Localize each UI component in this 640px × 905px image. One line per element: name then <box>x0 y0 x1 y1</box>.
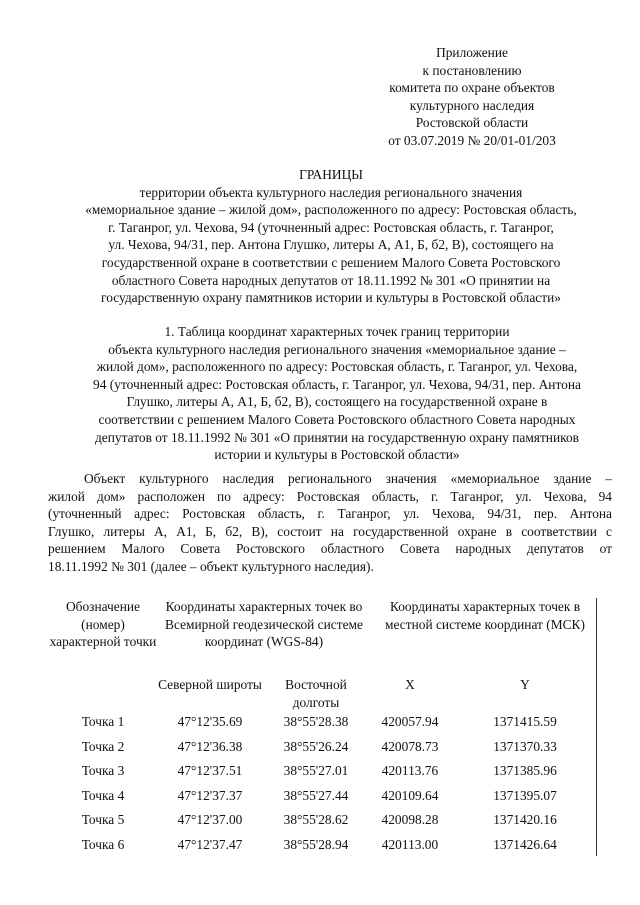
point-y: 1371395.07 <box>493 787 557 803</box>
paragraph-line: жилой дом» расположен по адресу: Ростовская область, г. Таганрог, ул. Чехова, 94 <box>48 488 612 504</box>
point-x: 420113.00 <box>381 836 439 852</box>
point-name: Точка 6 <box>81 836 125 852</box>
point-lat: 47°12'36.38 <box>177 738 243 754</box>
section-line: 1. Таблица координат характерных точек границ территории <box>164 324 510 339</box>
point-lat: 47°12'37.47 <box>177 836 243 852</box>
section-heading <box>52 323 622 464</box>
title-heading: ГРАНИЦЫ <box>299 167 363 182</box>
subheader-x: X <box>405 677 415 692</box>
subheader-lat: Северной широты <box>158 677 262 692</box>
point-lon: 38°55'28.62 <box>283 812 349 828</box>
appendix-line: комитета по охране объектов <box>389 80 555 96</box>
table-row <box>48 736 600 761</box>
point-name: Точка 4 <box>81 787 125 803</box>
subheader-lon: Восточной долготы <box>285 677 347 710</box>
appendix-line: Приложение <box>436 45 508 60</box>
table-right-border <box>596 598 597 856</box>
point-y: 1371415.59 <box>493 714 557 730</box>
point-x: 420098.28 <box>381 812 439 828</box>
table-row <box>48 760 600 785</box>
table-subheader-row <box>48 676 600 711</box>
point-name: Точка 5 <box>81 812 125 828</box>
point-x: 420109.64 <box>381 787 439 803</box>
title-line: государственной охране в соответствии с решением Малого Совета Ростовского <box>101 254 561 270</box>
paragraph-line: решением Малого Совета Ростовского областного Совета народных депутатов от <box>48 541 612 557</box>
point-x: 420078.73 <box>381 738 439 754</box>
subheader-empty <box>48 676 158 711</box>
section-line: истории и культуры в Ростовской области» <box>214 447 460 463</box>
title-line: «мемориальное здание – жилой дом», расположенного по адресу: Ростовская область, <box>85 202 577 218</box>
point-lon: 38°55'27.01 <box>283 763 349 779</box>
table-row <box>48 834 600 859</box>
point-lat: 47°12'37.00 <box>177 812 243 828</box>
point-x: 420057.94 <box>381 714 439 730</box>
paragraph-line: (уточненный адрес: Ростовская область, г. Таганрог, ул. Чехова, 94/31, пер. Антона <box>48 506 612 522</box>
title-line: ул. Чехова, 94/31, пер. Антона Глушко, литеры А, А1, Б, б2, В), состоящего на <box>108 237 554 253</box>
title-line: г. Таганрог, ул. Чехова, 94 (уточненный адрес: Ростовская область, г. Таганрог, <box>108 219 554 235</box>
point-y: 1371370.33 <box>493 738 557 754</box>
point-lon: 38°55'27.44 <box>283 787 349 803</box>
appendix-line: от 03.07.2019 № 20/01-01/203 <box>388 132 556 148</box>
paragraph-line: Глушко, литеры А, А1, Б, б2, В), состоит на государственной охране в соответствии с <box>48 523 612 539</box>
header-msk: Координаты характерных точек в местной системе координат (МСК) <box>385 599 585 632</box>
appendix-block <box>362 44 582 150</box>
table-header-row <box>48 598 600 676</box>
subheader-y: Y <box>520 677 530 692</box>
point-lat: 47°12'37.51 <box>177 763 243 779</box>
title-line: областного Совета народных депутатов от 18.11.1992 № 301 «О принятии на <box>111 272 551 288</box>
section-line: жилой дом», расположенного по адресу: Ростовская область, г. Таганрог, ул. Чехова, <box>96 359 578 375</box>
table-row <box>48 711 600 736</box>
section-line: депутатов от 18.11.1992 № 301 «О принятии на государственную охрану памятников <box>94 429 579 445</box>
header-wgs: Координаты характерных точек во Всемирной геодезической системе координат (WGS-84) <box>165 599 363 650</box>
point-lon: 38°55'28.94 <box>283 836 349 852</box>
point-lon: 38°55'28.38 <box>283 714 349 730</box>
table-row <box>48 809 600 834</box>
coordinates-table <box>48 598 600 858</box>
header-designation: Обозначение (номер) характерной точки <box>49 599 157 650</box>
point-name: Точка 2 <box>81 738 125 754</box>
title-line: государственную охрану памятников истории и культуры в Ростовской области» <box>101 290 561 306</box>
point-y: 1371420.16 <box>493 812 557 828</box>
document-title <box>40 166 622 307</box>
point-name: Точка 1 <box>81 714 125 730</box>
point-x: 420113.76 <box>381 763 439 779</box>
point-lat: 47°12'37.37 <box>177 787 243 803</box>
appendix-line: культурного наследия <box>409 97 535 113</box>
appendix-line: к постановлению <box>422 62 522 78</box>
point-y: 1371426.64 <box>493 836 557 852</box>
point-lon: 38°55'26.24 <box>283 738 349 754</box>
point-lat: 47°12'35.69 <box>177 714 243 730</box>
section-line: 94 (уточненный адрес: Ростовская область, г. Таганрог, ул. Чехова, 94/31, пер. Антона <box>93 376 581 392</box>
section-line: объекта культурного наследия регионального значения «мемориальное здание – <box>108 341 566 357</box>
point-y: 1371385.96 <box>493 763 557 779</box>
paragraph-line: 18.11.1992 № 301 (далее – объект культурного наследия). <box>48 558 374 574</box>
section-line: соответствии с решением Малого Совета Ростовского областного Совета народных <box>98 411 576 427</box>
section-line: Глушко, литеры А, А1, Б, б2, В), состоящего на государственной охране в <box>126 394 548 410</box>
appendix-line: Ростовской области <box>415 115 529 131</box>
body-paragraph <box>48 470 612 576</box>
point-name: Точка 3 <box>81 763 125 779</box>
paragraph-line: Объект культурного наследия регионального значения «мемориальное здание – <box>84 471 612 486</box>
table-row <box>48 785 600 810</box>
title-line: территории объекта культурного наследия регионального значения <box>139 184 523 200</box>
